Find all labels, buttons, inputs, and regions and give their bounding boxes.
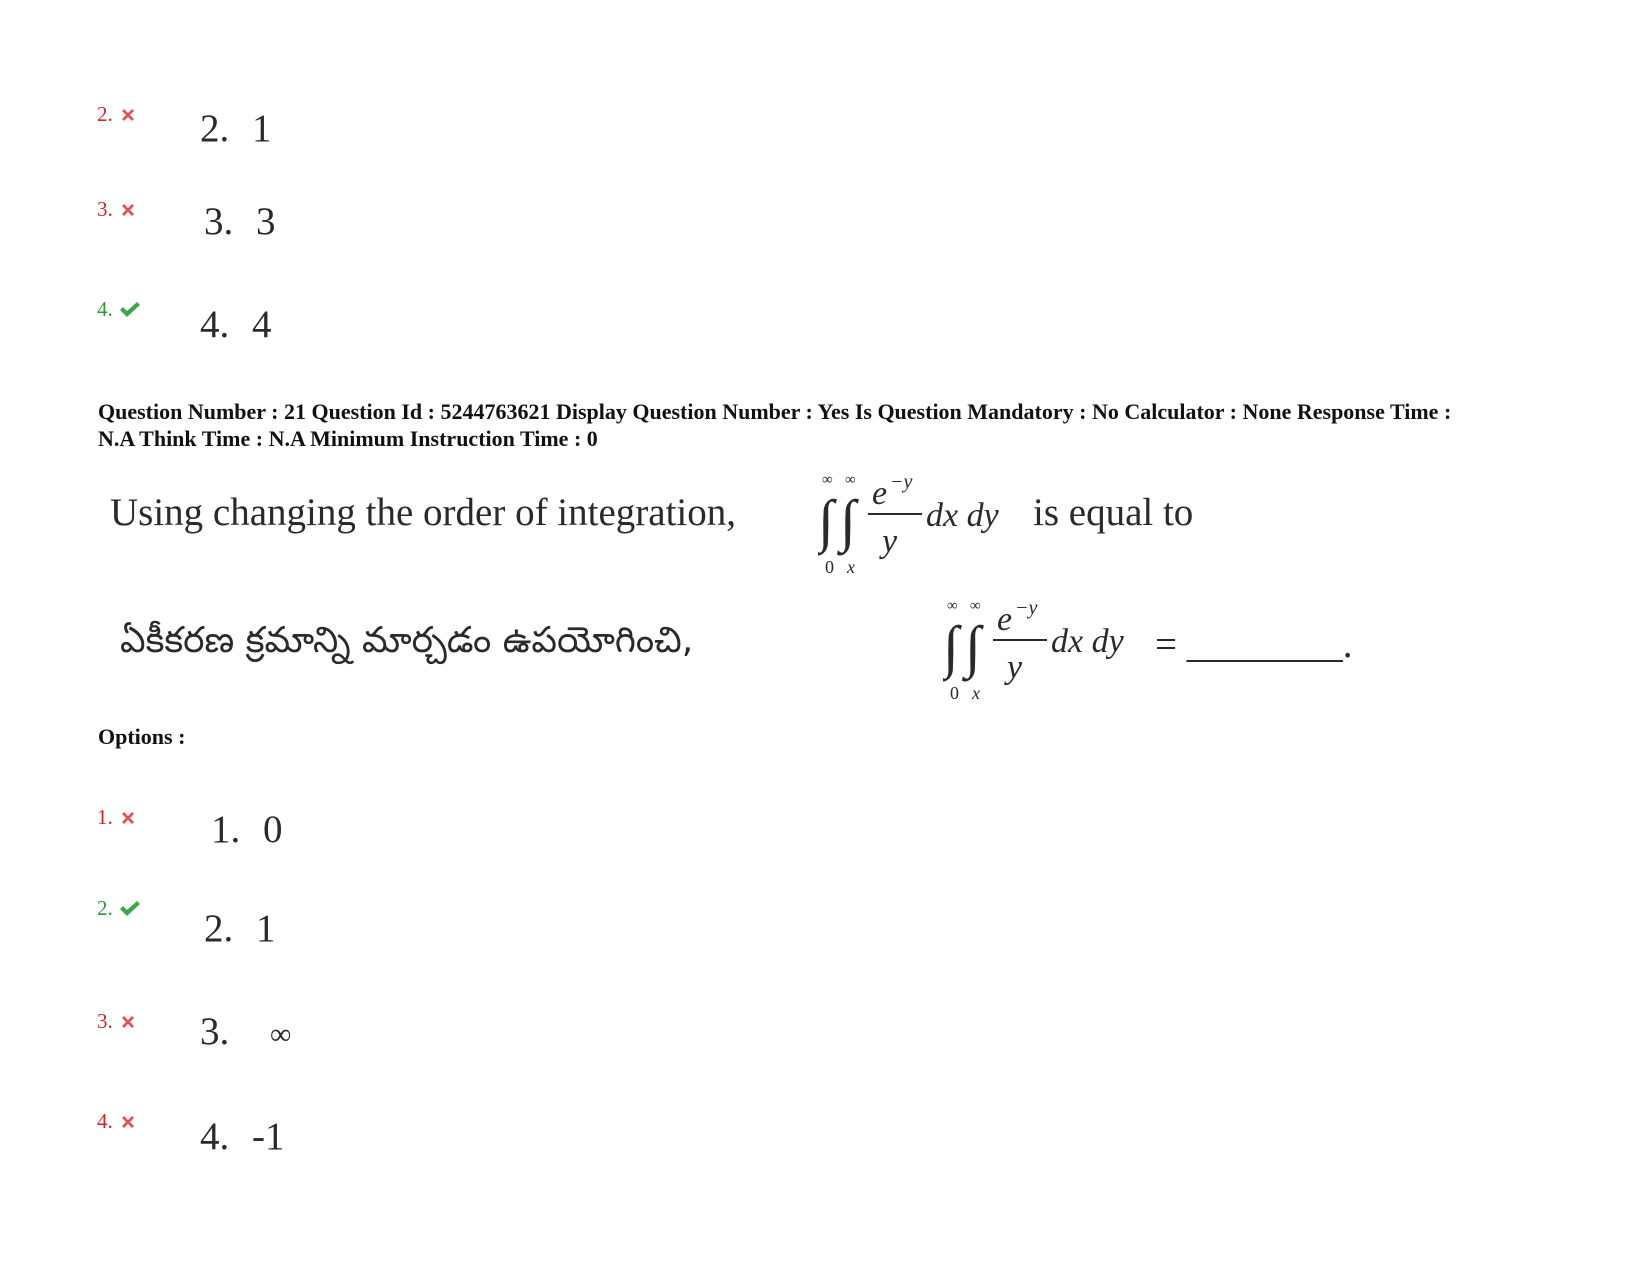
question-meta-line-1: Question Number : 21 Question Id : 5244763621 Display Question Number : Yes Is Question Mandatory : No Calculator : None Response Time : xyxy=(98,399,1452,424)
option-marker: 3. xyxy=(97,1011,137,1032)
option-marker: 3. xyxy=(97,199,137,220)
fraction-numerator: e xyxy=(872,475,888,512)
option-content: 4. -1 xyxy=(200,1115,285,1158)
fraction-exponent: −y xyxy=(1015,597,1038,619)
integral-sign: ∫ xyxy=(965,614,981,679)
question-stem-english: Using changing the order of integration, xyxy=(110,491,736,534)
integral-sign: ∫ xyxy=(943,614,959,679)
integral-lower-limit: 0 xyxy=(825,557,834,577)
fraction-denominator: y xyxy=(1007,649,1023,686)
cross-icon xyxy=(119,201,137,219)
option-content: 4. 4 xyxy=(200,303,272,346)
option-content: 3. ∞ xyxy=(200,1010,292,1053)
options-label: Options : xyxy=(98,724,186,749)
check-icon xyxy=(119,900,137,918)
integral-lower-limit: x xyxy=(972,683,980,703)
cross-icon xyxy=(119,1013,137,1031)
integral-lower-limit: 0 xyxy=(950,683,959,703)
option-content: 2. 1 xyxy=(204,907,276,950)
cross-icon xyxy=(119,809,137,827)
question-meta-line-2: N.A Think Time : N.A Minimum Instruction Time : 0 xyxy=(98,426,598,451)
integral-upper-limit: ∞ xyxy=(845,472,856,488)
integral-differentials: dx dy xyxy=(1051,623,1124,660)
option-marker: 4. xyxy=(97,1111,137,1132)
integral-lower-limit: x xyxy=(847,557,855,577)
fraction-numerator: e xyxy=(997,601,1013,638)
question-meta xyxy=(98,398,1598,452)
integral-upper-limit: ∞ xyxy=(822,472,833,488)
fraction-denominator: y xyxy=(882,523,898,560)
option-content: 2. 1 xyxy=(200,107,272,150)
option-content: 1. 0 xyxy=(211,808,283,851)
cross-icon xyxy=(119,1113,137,1131)
integral-expression-english xyxy=(818,466,1018,583)
question-stem-english-suffix: is equal to xyxy=(1033,491,1194,534)
integral-differentials: dx dy xyxy=(926,497,999,534)
option-content: 3. 3 xyxy=(204,200,276,243)
option-marker: 2. xyxy=(97,898,137,919)
integral-sign: ∫ xyxy=(818,488,834,553)
fraction-exponent: −y xyxy=(890,471,913,493)
question-stem-telugu-suffix: = ________. xyxy=(1155,623,1353,666)
integral-upper-limit: ∞ xyxy=(970,598,981,614)
integral-expression-telugu xyxy=(943,592,1143,709)
cross-icon xyxy=(119,106,137,124)
integral-sign: ∫ xyxy=(840,488,856,553)
option-marker: 2. xyxy=(97,104,137,125)
check-icon xyxy=(119,301,137,319)
question-stem-telugu: ఏకీకరణ క్రమాన్ని మార్చడం ఉపయోగించి, xyxy=(120,620,694,661)
option-marker: 4. xyxy=(97,299,137,320)
integral-upper-limit: ∞ xyxy=(947,598,958,614)
option-marker: 1. xyxy=(97,807,137,828)
